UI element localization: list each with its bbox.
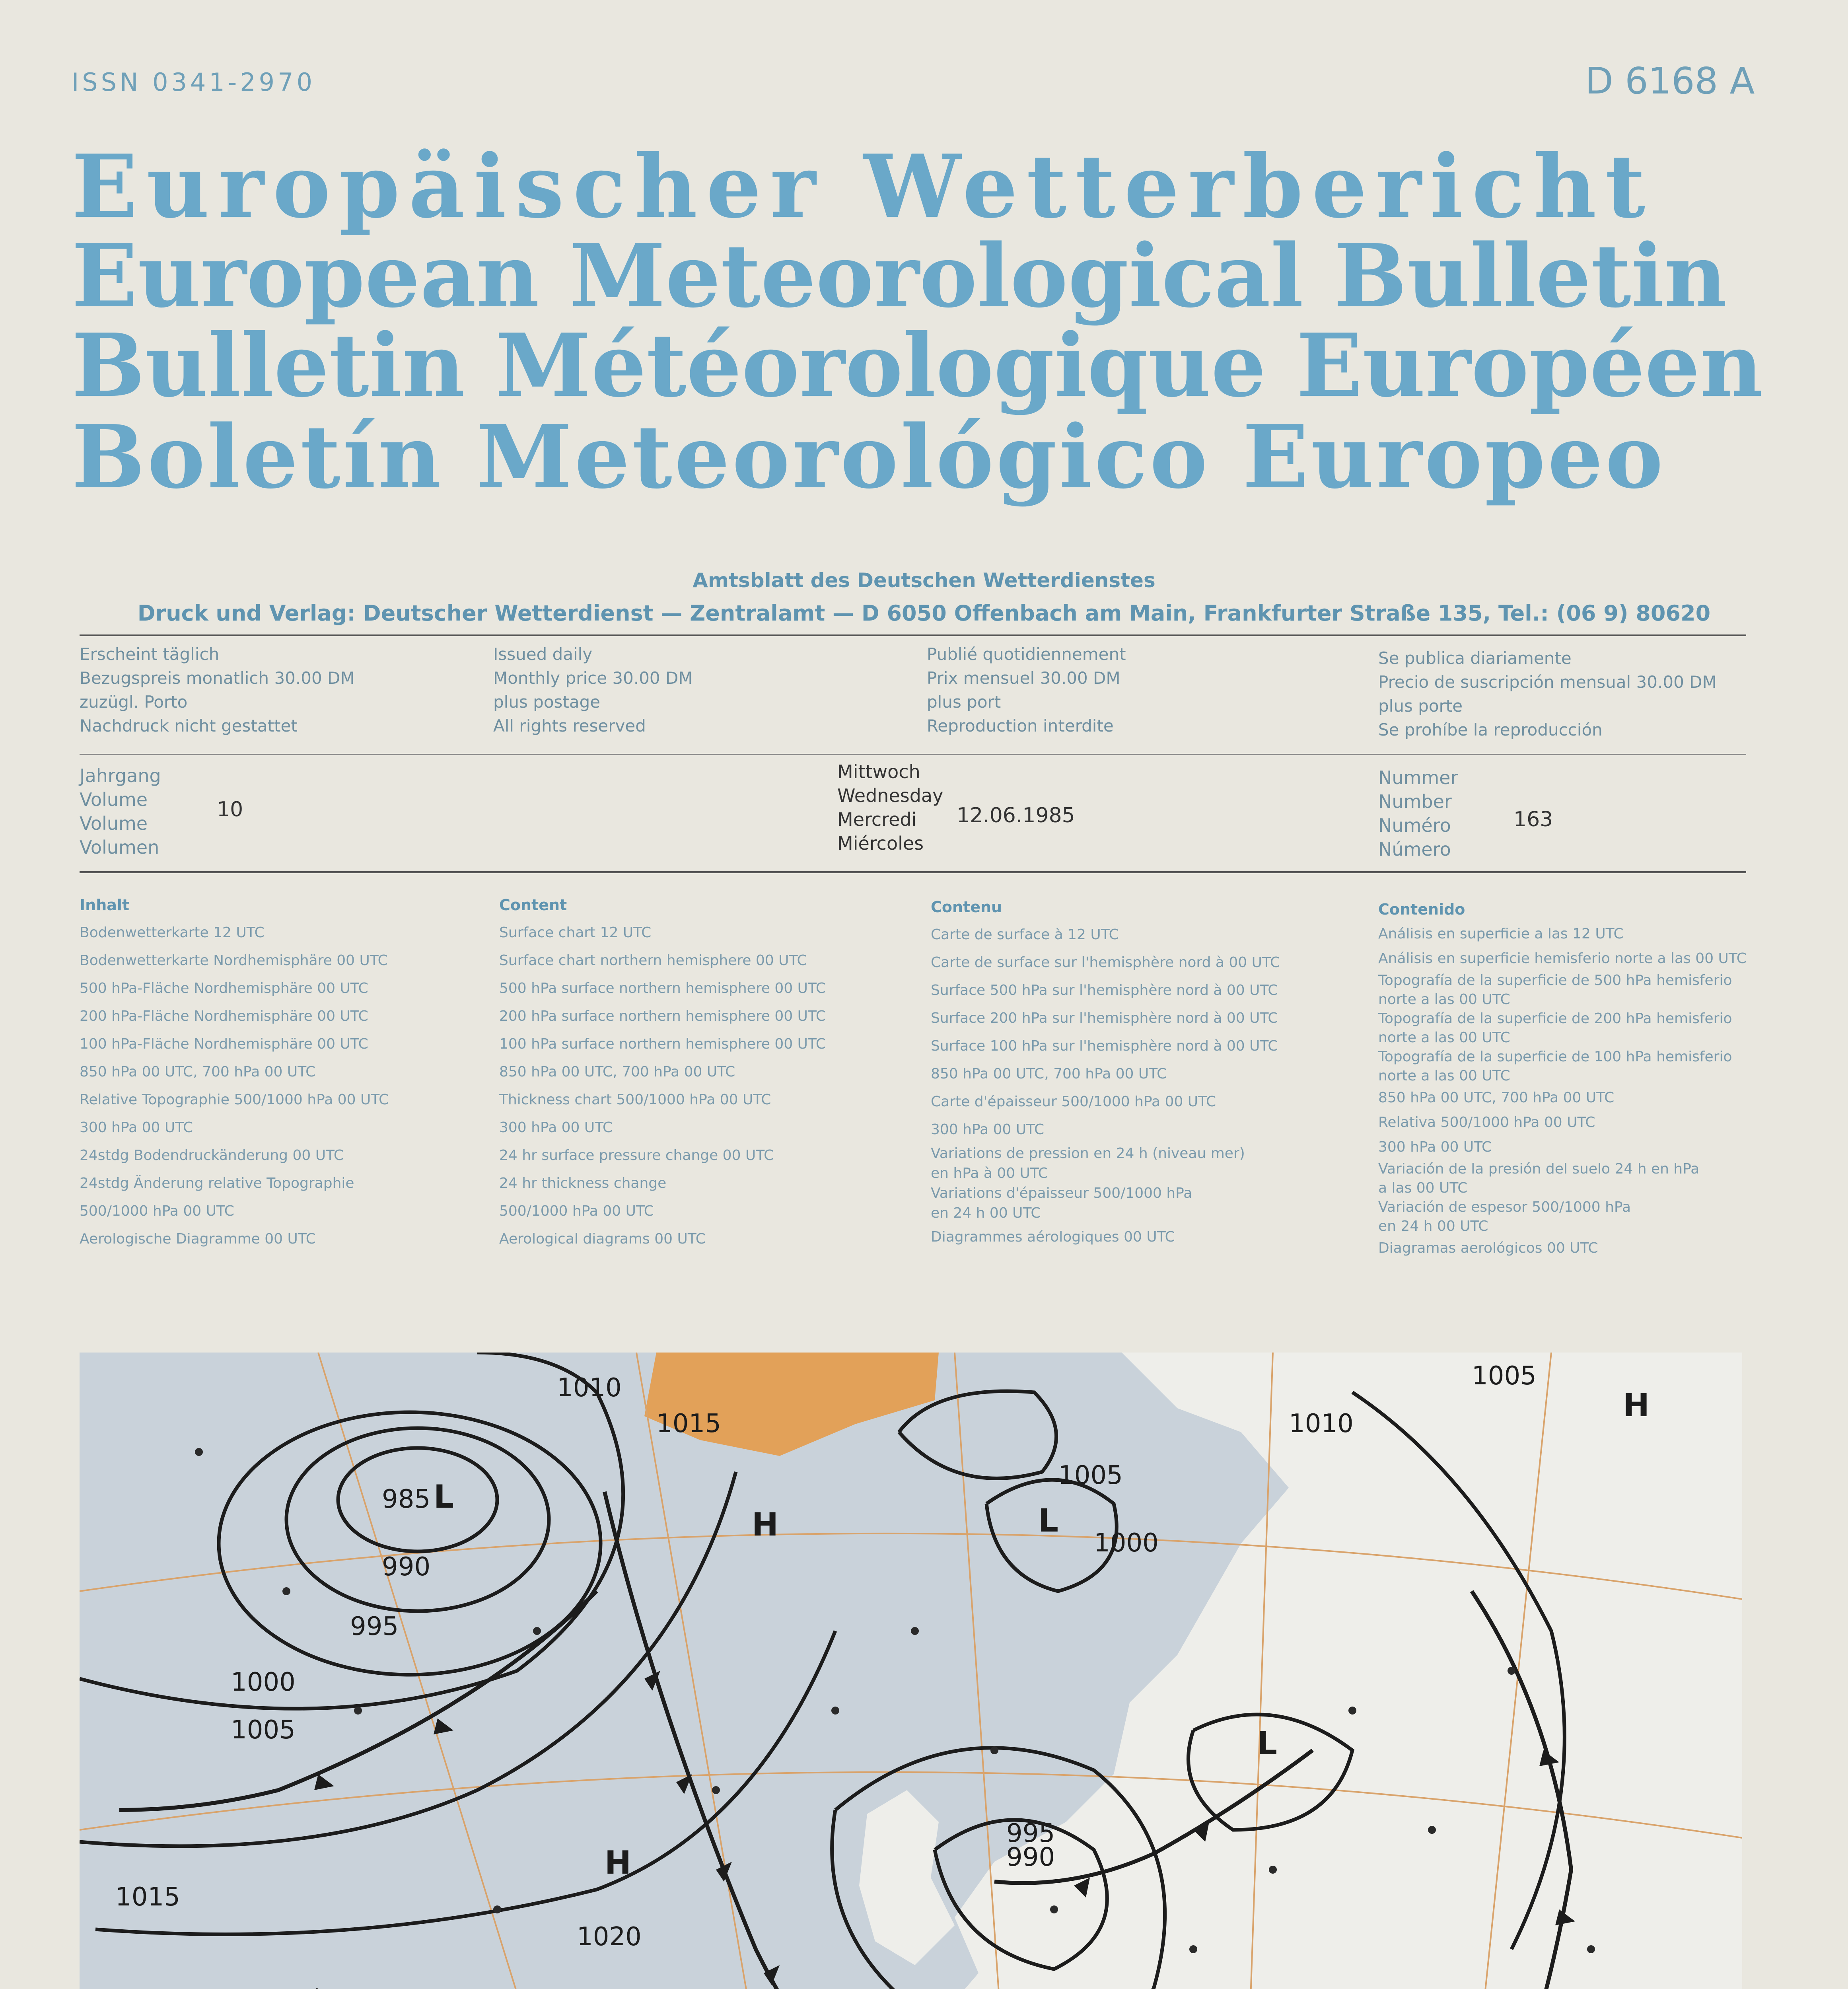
issue-date: 12.06.1985 [957, 804, 1075, 827]
isobar-label: 1010 [1289, 1409, 1354, 1438]
isobar-label: 1005 [231, 1715, 296, 1745]
isobar-label: 1010 [557, 1373, 622, 1403]
title-english: European Meteorological Bulletin [72, 225, 1727, 327]
contents-fr: Contenu Carte de surface à 12 UTC Carte de surface sur l'hemisphère nord à 00 UTC Surface 500 hPa sur l'hemisphère nord à 00 UTC Surface 200 hPa sur l'hemisphère nord à 00 UTC Surface 100 hPa sur l'hemisphère nord à 00 UTC 850 hPa 00 UTC, 700 hPa 00 UTC Carte d'épaisseur 500/1000 hPa 00 UTC 300 hPa 00 UTC Variations de pression en 24 h (niveau mer) en hPa à 00 UTC Variations d'épaisseur 500/1000 hPa en 24 h 00 UTC Diagrammes aérologiques 00 UTC [931, 898, 1280, 1245]
divider [80, 754, 1746, 755]
volume-labels: Jahrgang Volume Volume Volumen [80, 765, 161, 858]
title-german: Europäischer Wetterbericht [72, 136, 1654, 237]
isobar-label: 995 [1006, 1819, 1055, 1848]
isobar-label: 990 [1006, 1843, 1055, 1872]
subscription-de: Erscheint täglich Bezugspreis monatlich 30.00 DM zuzügl. Porto Nachdruck nicht gestattet [80, 644, 355, 736]
isobar-label: 1005 [1058, 1461, 1123, 1490]
title-spanish: Boletín Meteorológico Europeo [72, 406, 1666, 508]
number-labels: Nummer Number Numéro Número [1378, 767, 1458, 860]
issue-number: 163 [1513, 808, 1553, 831]
isobar-label: 995 [350, 1612, 399, 1641]
isobar-label: 1020 [577, 1922, 642, 1952]
surface-chart-map [80, 1353, 1742, 1989]
high-pressure-label: H [752, 1506, 778, 1543]
isobar-label: 1005 [1472, 1361, 1537, 1391]
contents-de: Inhalt Bodenwetterkarte 12 UTC Bodenwetterkarte Nordhemisphäre 00 UTC 500 hPa-Fläche Nordhemisphäre 00 UTC 200 hPa-Fläche Nordhemisphäre 00 UTC 100 hPa-Fläche Nordhemisphäre 00 UTC 850 hPa 00 UTC, 700 hPa 00 UTC Relative Topographie 500/1000 hPa 00 UTC 300 hPa 00 UTC 24stdg Bodendruckänderung 00 UTC 24stdg Änderung relative Topographie 500/1000 hPa 00 UTC Aerologische Diagramme 00 UTC [80, 896, 389, 1247]
contents-es: Contenido Análisis en superficie a las 12 UTC Análisis en superficie hemisferio norte a las 00 UTC Topografía de la superficie de 500 hPa hemisferio norte a las 00 UTC Topografía de la superficie de 200 hPa hemisferio norte a las 00 UTC Topografía de la superficie de 100 hPa hemisferio norte a las 00 UTC 850 hPa 00 UTC, 700 hPa 00 UTC Relativa 500/1000 hPa 00 UTC 300 hPa 00 UTC Variación de la presión del suelo 24 h en hPa a las 00 UTC Variación de espesor 500/1000 hPa en 24 h 00 UTC Diagramas aerológicos 00 UTC [1378, 901, 1747, 1256]
high-pressure-label: H [605, 1844, 631, 1881]
low-pressure-label: L [1257, 1725, 1277, 1762]
isobar-label: 1000 [1094, 1528, 1159, 1558]
publisher: Druck und Verlag: Deutscher Wetterdienst — Zentralamt — D 6050 Offenbach am Main, Frankfurter Straße 135, Tel.: (06 9) 80620 [137, 601, 1711, 626]
isobar-label: 1015 [115, 1882, 180, 1912]
low-pressure-label: L [434, 1478, 454, 1515]
contents-en: Content Surface chart 12 UTC Surface chart northern hemisphere 00 UTC 500 hPa surface northern hemisphere 00 UTC 200 hPa surface northern hemisphere 00 UTC 100 hPa surface northern hemisphere 00 UTC 850 hPa 00 UTC, 700 hPa 00 UTC Thickness chart 500/1000 hPa 00 UTC 300 hPa 00 UTC 24 hr surface pressure change 00 UTC 24 hr thickness change 500/1000 hPa 00 UTC Aerological diagrams 00 UTC [499, 896, 826, 1247]
divider [80, 871, 1746, 873]
isobar-label: 1000 [231, 1668, 296, 1697]
volume-number: 10 [217, 798, 243, 821]
divider [80, 634, 1746, 636]
issn: ISSN 0341-2970 [72, 68, 316, 97]
isobar-label: 1015 [656, 1409, 721, 1438]
document-id: D 6168 A [1585, 60, 1755, 102]
title-french: Bulletin Météorologique Européen [72, 315, 1763, 416]
isobar-label: 985 [382, 1485, 431, 1514]
subtitle: Amtsblatt des Deutschen Wetterdienstes [693, 569, 1155, 592]
subscription-fr: Publié quotidiennement Prix mensuel 30.00 DM plus port Reproduction interdite [927, 644, 1126, 736]
isobar-label: 990 [382, 1552, 431, 1582]
subscription-es: Se publica diariamente Precio de suscripción mensual 30.00 DM plus porte Se prohíbe la reproducción [1378, 648, 1717, 740]
low-pressure-label: L [1038, 1502, 1058, 1539]
weekday-labels: Mittwoch Wednesday Mercredi Miércoles [837, 761, 943, 854]
high-pressure-label: H [1623, 1387, 1650, 1424]
subscription-en: Issued daily Monthly price 30.00 DM plus postage All rights reserved [493, 644, 693, 736]
